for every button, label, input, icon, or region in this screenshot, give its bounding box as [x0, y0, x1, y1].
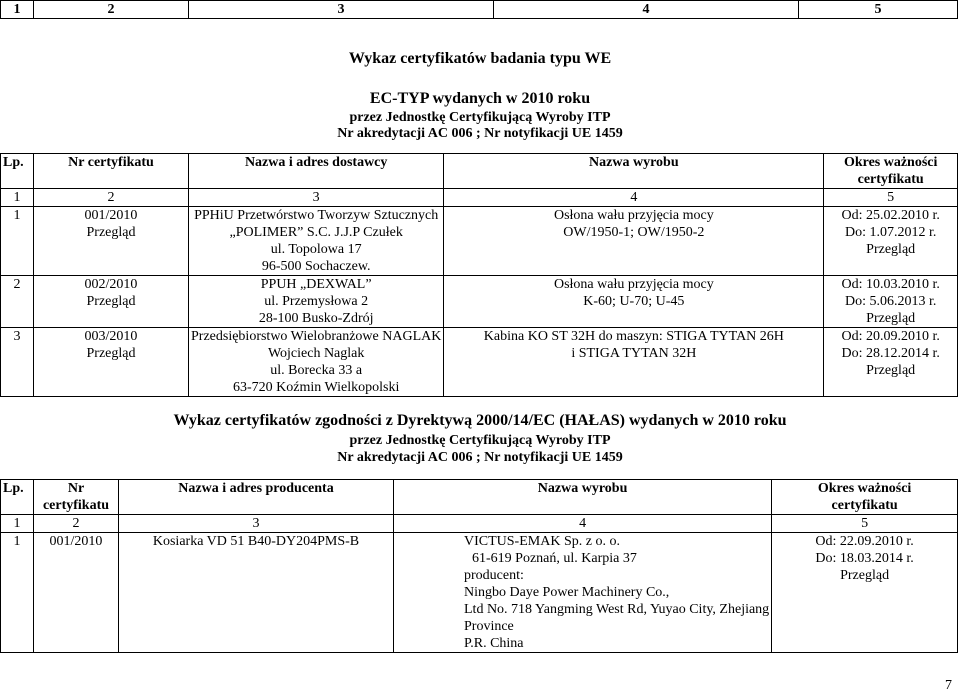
valid-to: Do: 1.07.2012 r. [844, 225, 937, 240]
row-producer: Kosiarka VD 51 B40-DY204PMS-B [119, 533, 394, 653]
num-5: 5 [824, 189, 958, 207]
supplier-line: 28-100 Busko-Zdrój [258, 311, 374, 326]
top-col-5: 5 [799, 1, 958, 19]
col-validity [772, 480, 958, 515]
supplier-line: „POLIMER” S.C. J.J.P Czułek [229, 225, 403, 240]
row-lp: 1 [1, 207, 34, 276]
table-row [1, 328, 958, 397]
row-product [444, 207, 824, 276]
col-validity-line1: Okres ważności [843, 155, 938, 170]
num-5: 5 [772, 515, 958, 533]
num-1: 1 [1, 189, 34, 207]
valid-from: Od: 25.02.2010 r. [841, 208, 940, 223]
row-product [444, 328, 824, 397]
col-producer: Nazwa i adres producenta [119, 480, 394, 515]
col-lp: Lp. [1, 154, 34, 189]
product-line: Province [464, 619, 514, 634]
validity-preview-link[interactable]: Przegląd [866, 363, 916, 378]
page-number: 7 [945, 678, 952, 693]
valid-from: Od: 20.09.2010 r. [841, 329, 940, 344]
product-line: producent: [464, 568, 524, 583]
row-lp: 3 [1, 328, 34, 397]
section1-subtitle: EC-TYP wydanych w 2010 roku [369, 90, 591, 107]
cert-preview-link[interactable]: Przegląd [86, 294, 136, 309]
product-line: Osłona wału przyjęcia mocy [553, 208, 714, 223]
num-3: 3 [119, 515, 394, 533]
section2-issuer: przez Jednostkę Certyfikującą Wyroby ITP [349, 433, 611, 448]
num-3: 3 [189, 189, 444, 207]
validity-preview-link[interactable]: Przegląd [866, 242, 916, 257]
validity-preview-link[interactable]: Przegląd [840, 568, 890, 583]
supplier-line: 96-500 Sochaczew. [261, 259, 371, 274]
num-4: 4 [394, 515, 772, 533]
row-nr [34, 276, 189, 328]
product-line: K-60; U-70; U-45 [583, 294, 685, 309]
col-supplier: Nazwa i adres dostawcy [189, 154, 444, 189]
col-nr: Nr certyfikatu [34, 154, 189, 189]
table-row [1, 276, 958, 328]
top-col-2: 2 [34, 1, 189, 19]
row-lp: 1 [1, 533, 34, 653]
top-col-1: 1 [1, 1, 34, 19]
row-supplier [189, 207, 444, 276]
product-line: Osłona wału przyjęcia mocy [553, 277, 714, 292]
section1-issuer: przez Jednostkę Certyfikującą Wyroby ITP [349, 110, 611, 125]
product-line: 61-619 Poznań, ul. Karpia 37 [472, 551, 637, 566]
cert-preview-link[interactable]: Przegląd [86, 346, 136, 361]
col-nr-line1: Nr [67, 481, 85, 496]
product-line: VICTUS-EMAK Sp. z o. o. [464, 534, 620, 549]
product-line: P.R. China [464, 636, 524, 651]
num-4: 4 [444, 189, 824, 207]
row-validity [824, 328, 958, 397]
product-line: i STIGA TYTAN 32H [571, 346, 697, 361]
col-validity-line1: Okres ważności [817, 481, 912, 496]
supplier-line: ul. Borecka 33 a [270, 363, 363, 378]
col-validity-line2: certyfikatu [831, 498, 898, 513]
section1-accreditation: Nr akredytacji AC 006 ; Nr notyfikacji UE 1459 [337, 126, 623, 141]
valid-to: Do: 5.06.2013 r. [844, 294, 937, 309]
valid-from: Od: 10.03.2010 r. [841, 277, 940, 292]
col-validity [824, 154, 958, 189]
row-validity [772, 533, 958, 653]
top-col-4: 4 [494, 1, 799, 19]
supplier-line: Przedsiębiorstwo Wielobranżowe NAGLAK [191, 329, 442, 344]
section2-table [0, 479, 958, 653]
validity-preview-link[interactable]: Przegląd [866, 311, 916, 326]
cert-number: 001/2010 [84, 208, 138, 223]
top-number-row [0, 0, 958, 19]
num-2: 2 [34, 515, 119, 533]
row-lp: 2 [1, 276, 34, 328]
row-nr [34, 207, 189, 276]
table-row [1, 207, 958, 276]
row-nr: 001/2010 [34, 533, 119, 653]
valid-from: Od: 22.09.2010 r. [815, 534, 914, 549]
supplier-line: ul. Przemysłowa 2 [264, 294, 369, 309]
table-row [1, 533, 958, 653]
product-line: Ltd No. 718 Yangming West Rd, Yuyao City, Zhejiang [464, 602, 770, 617]
supplier-line: 63-720 Koźmin Wielkopolski [232, 380, 400, 395]
product-line: OW/1950-1; OW/1950-2 [563, 225, 705, 240]
supplier-line: ul. Topolowa 17 [270, 242, 362, 257]
section2-title: Wykaz certyfikatów zgodności z Dyrektywą 2000/14/EC (HAŁAS) wydanych w 2010 roku [173, 412, 787, 429]
row-supplier [189, 328, 444, 397]
cert-preview-link[interactable]: Przegląd [86, 225, 136, 240]
row-validity [824, 276, 958, 328]
cert-number: 002/2010 [84, 277, 138, 292]
row-product [394, 533, 772, 653]
col-product: Nazwa wyrobu [394, 480, 772, 515]
col-lp: Lp. [1, 480, 34, 515]
section1-title: Wykaz certyfikatów badania typu WE [348, 50, 612, 67]
supplier-line: Wojciech Naglak [267, 346, 365, 361]
valid-to: Do: 28.12.2014 r. [841, 346, 940, 361]
cert-number: 003/2010 [84, 329, 138, 344]
row-nr [34, 328, 189, 397]
col-validity-line2: certyfikatu [857, 172, 924, 187]
section2-accreditation: Nr akredytacji AC 006 ; Nr notyfikacji UE 1459 [337, 450, 623, 465]
supplier-line: PPHiU Przetwórstwo Tworzyw Sztucznych [194, 208, 439, 223]
num-2: 2 [34, 189, 189, 207]
col-nr-line2: certyfikatu [42, 498, 110, 513]
num-1: 1 [1, 515, 34, 533]
section1-table [0, 153, 958, 397]
row-product [444, 276, 824, 328]
supplier-line: PPUH „DEXWAL” [260, 277, 372, 292]
valid-to: Do: 18.03.2014 r. [815, 551, 914, 566]
product-line: Kabina KO ST 32H do maszyn: STIGA TYTAN 26H [483, 329, 784, 344]
col-product: Nazwa wyrobu [444, 154, 824, 189]
product-line: Ningbo Daye Power Machinery Co., [464, 585, 670, 600]
col-nr [34, 480, 119, 515]
row-validity [824, 207, 958, 276]
row-supplier [189, 276, 444, 328]
top-col-3: 3 [189, 1, 494, 19]
